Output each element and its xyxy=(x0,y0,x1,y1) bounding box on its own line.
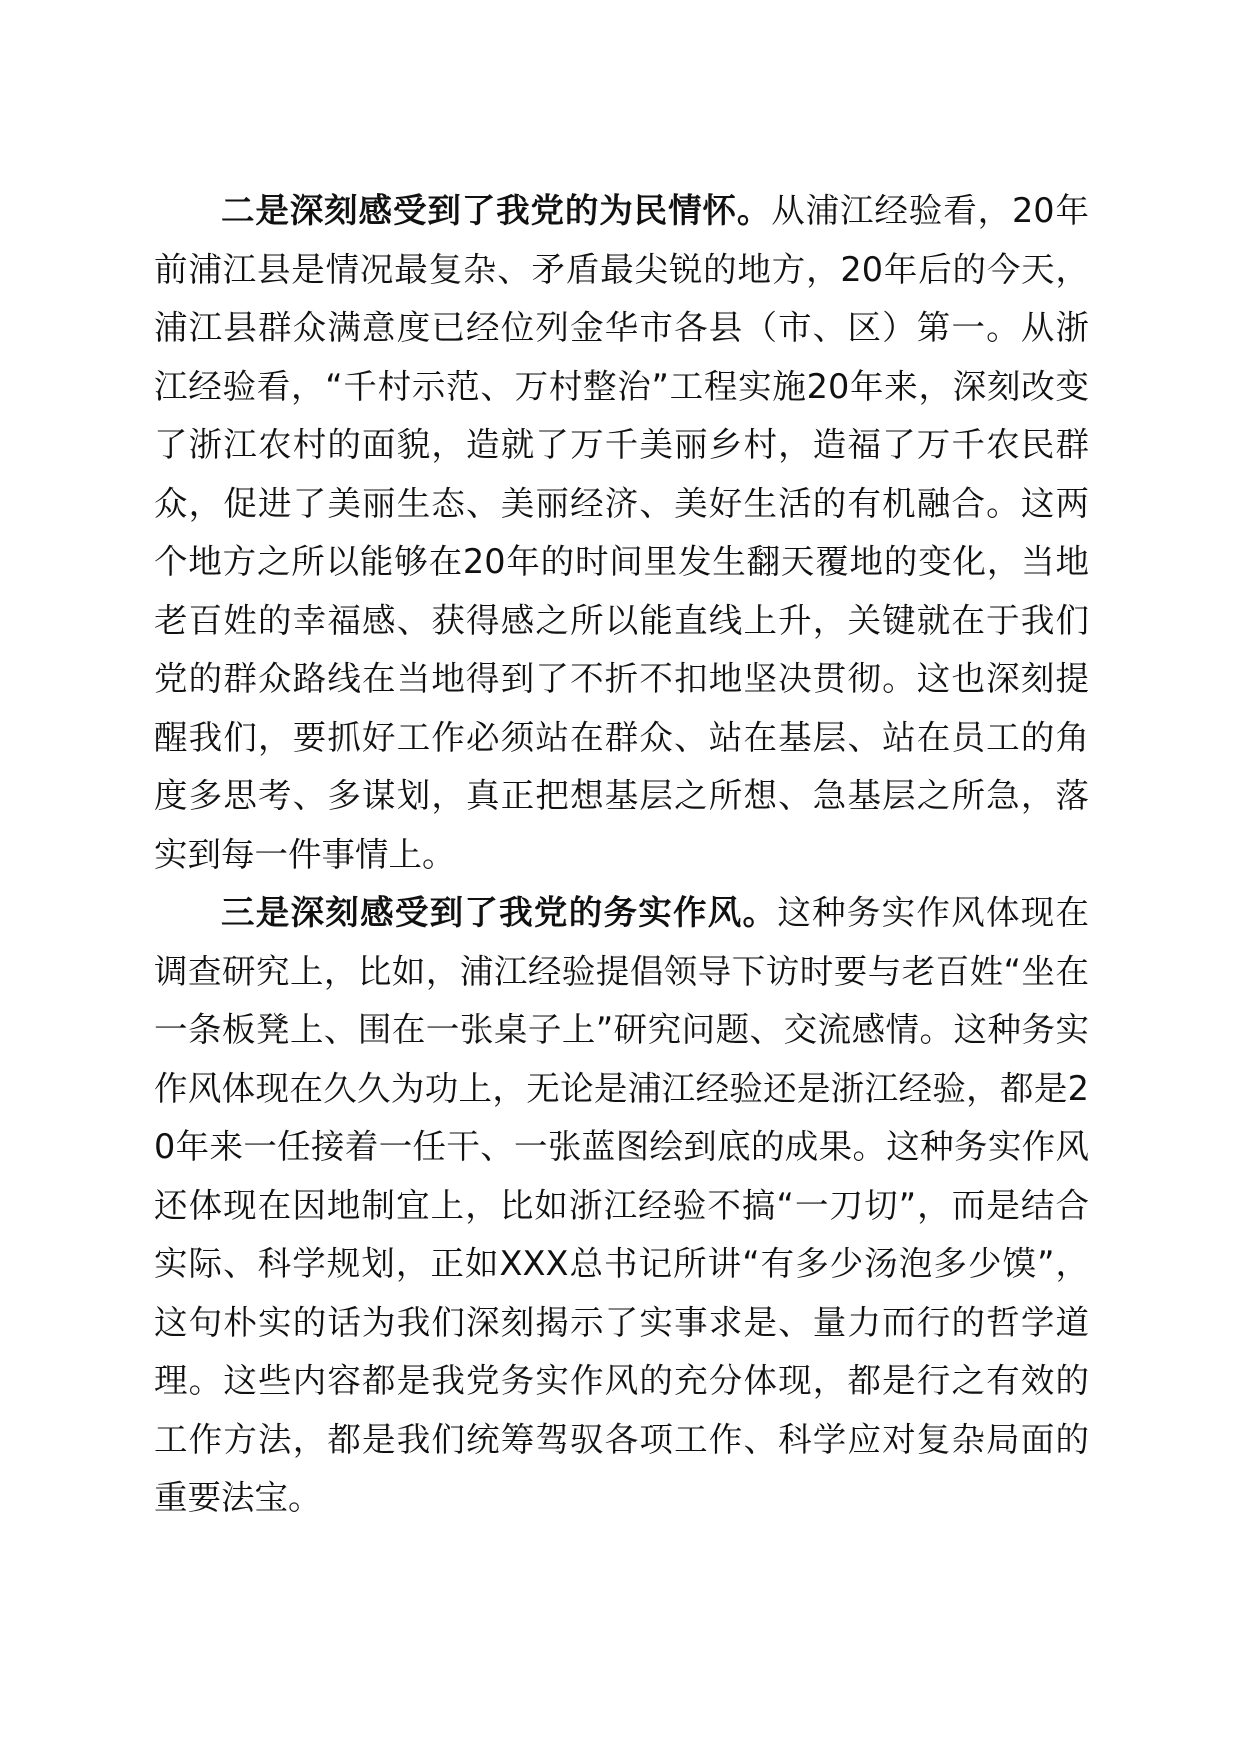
document-body xyxy=(154,182,1089,1528)
paragraph-pragmatic-style xyxy=(154,884,1089,1528)
paragraph-heading: 二是深刻感受到了我党的为民情怀。 xyxy=(221,191,772,230)
paragraph-text: 这种务实作风体现在调查研究上，比如，浦江经验提倡领导下访时要与老百姓“坐在一条板凳上、围在一张桌子上”研究问题、交流感情。这种务实作风体现在久久为功上，无论是浦江经验还是浙江经验，都是20年来一任接着一任干、一张蓝图绘到底的成果。这种务实作风还体现在因地制宜上，比如浙江经验不搞“一刀切”，而是结合实际、科学规划，正如XXX总书记所讲“有多少汤泡多少馍”，这句朴实的话为我们深刻揭示了实事求是、量力而行的哲学道理。这些内容都是我党务实作风的充分体现，都是行之有效的工作方法，都是我们统筹驾驭各项工作、科学应对复杂局面的重要法宝。 xyxy=(154,893,1090,1517)
paragraph-people-oriented xyxy=(154,182,1089,884)
paragraph-heading: 三是深刻感受到了我党的务实作风。 xyxy=(221,893,778,932)
paragraph-text: 从浦江经验看，20年前浦江县是情况最复杂、矛盾最尖锐的地方，20年后的今天，浦江县群众满意度已经位列金华市各县（市、区）第一。从浙江经验看，“千村示范、万村整治”工程实施20年来，深刻改变了浙江农村的面貌，造就了万千美丽乡村，造福了万千农民群众，促进了美丽生态、美丽经济、美好生活的有机融合。这两个地方之所以能够在20年的时间里发生翻天覆地的变化，当地老百姓的幸福感、获得感之所以能直线上升，关键就在于我们党的群众路线在当地得到了不折不扣地坚决贯彻。这也深刻提醒我们，要抓好工作必须站在群众、站在基层、站在员工的角度多思考、多谋划，真正把想基层之所想、急基层之所急，落实到每一件事情上。 xyxy=(154,191,1089,874)
